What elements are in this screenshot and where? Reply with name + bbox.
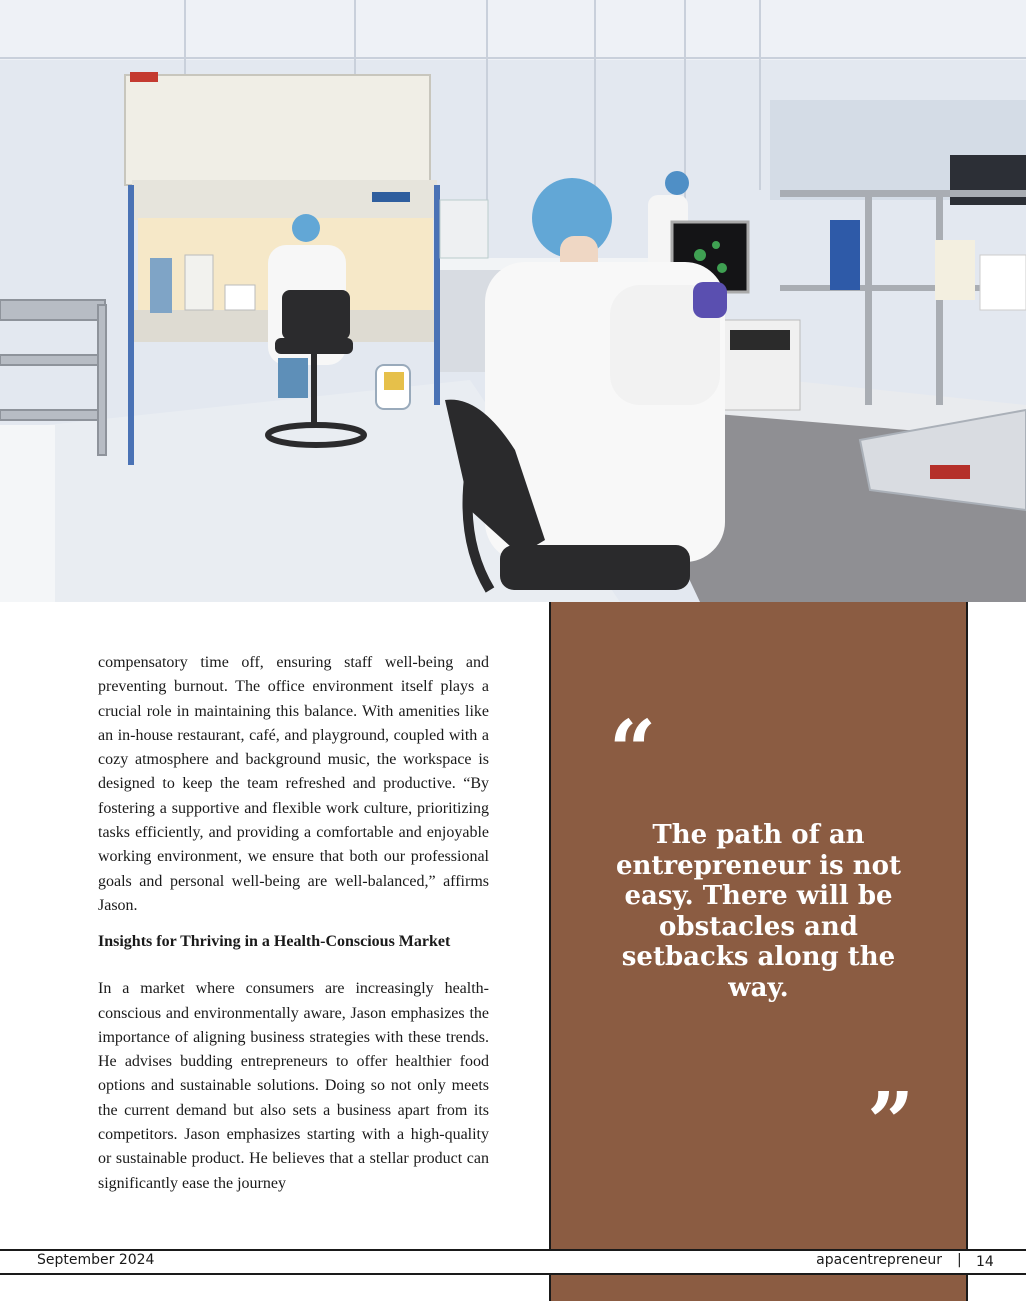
hero-photo-lab — [0, 0, 1026, 602]
article-paragraph-1: compensatory time off, ensuring staff well-being and preventing burnout. The office environment itself plays a crucial role in maintaining this balance. With amenities like an in-house restaurant, café, and playground, coupled with a cozy atmosphere and background music, the workspace is designed to keep the team refreshed and productive. “By fostering a supportive and flexible work culture, prioritizing tasks efficiently, and providing a comfortable and enjoyable working environment, we ensure that both our professional goals and personal well-being are well-balanced,” affirms Jason. — [98, 654, 489, 914]
pull-quote-text: The path of an entrepreneur is not easy. There will be obstacles and setbacks along the way. — [615, 820, 902, 1003]
footer-date: September 2024 — [37, 1252, 155, 1268]
section-heading: Insights for Thriving in a Health-Conscious Market — [98, 933, 451, 951]
footer-divider-top — [0, 1249, 1026, 1251]
article-body — [98, 651, 489, 1196]
article-paragraph-2: In a market where consumers are increasingly health-conscious and environmentally aware, Jason emphasizes the importance of aligning business strategies with these trends. He advises budding entrepreneurs to offer healthier food options and sustainable solutions. Doing so not only meets the current demand but also sets a business apart from its competitors. Jason emphasizes starting with a high-quality or sustainable product. He believes that a stellar product can significantly ease the journey — [98, 980, 489, 1192]
footer-brand: apacentrepreneur — [816, 1252, 942, 1268]
close-quote-icon: ” — [867, 1075, 915, 1171]
page-number: 14 — [976, 1254, 994, 1270]
footer-divider-bottom — [0, 1273, 1026, 1275]
open-quote-icon: “ — [609, 703, 657, 799]
lab-scene-illustration — [0, 0, 1026, 602]
footer-separator: | — [957, 1252, 962, 1268]
pull-quote-panel — [549, 602, 968, 1301]
